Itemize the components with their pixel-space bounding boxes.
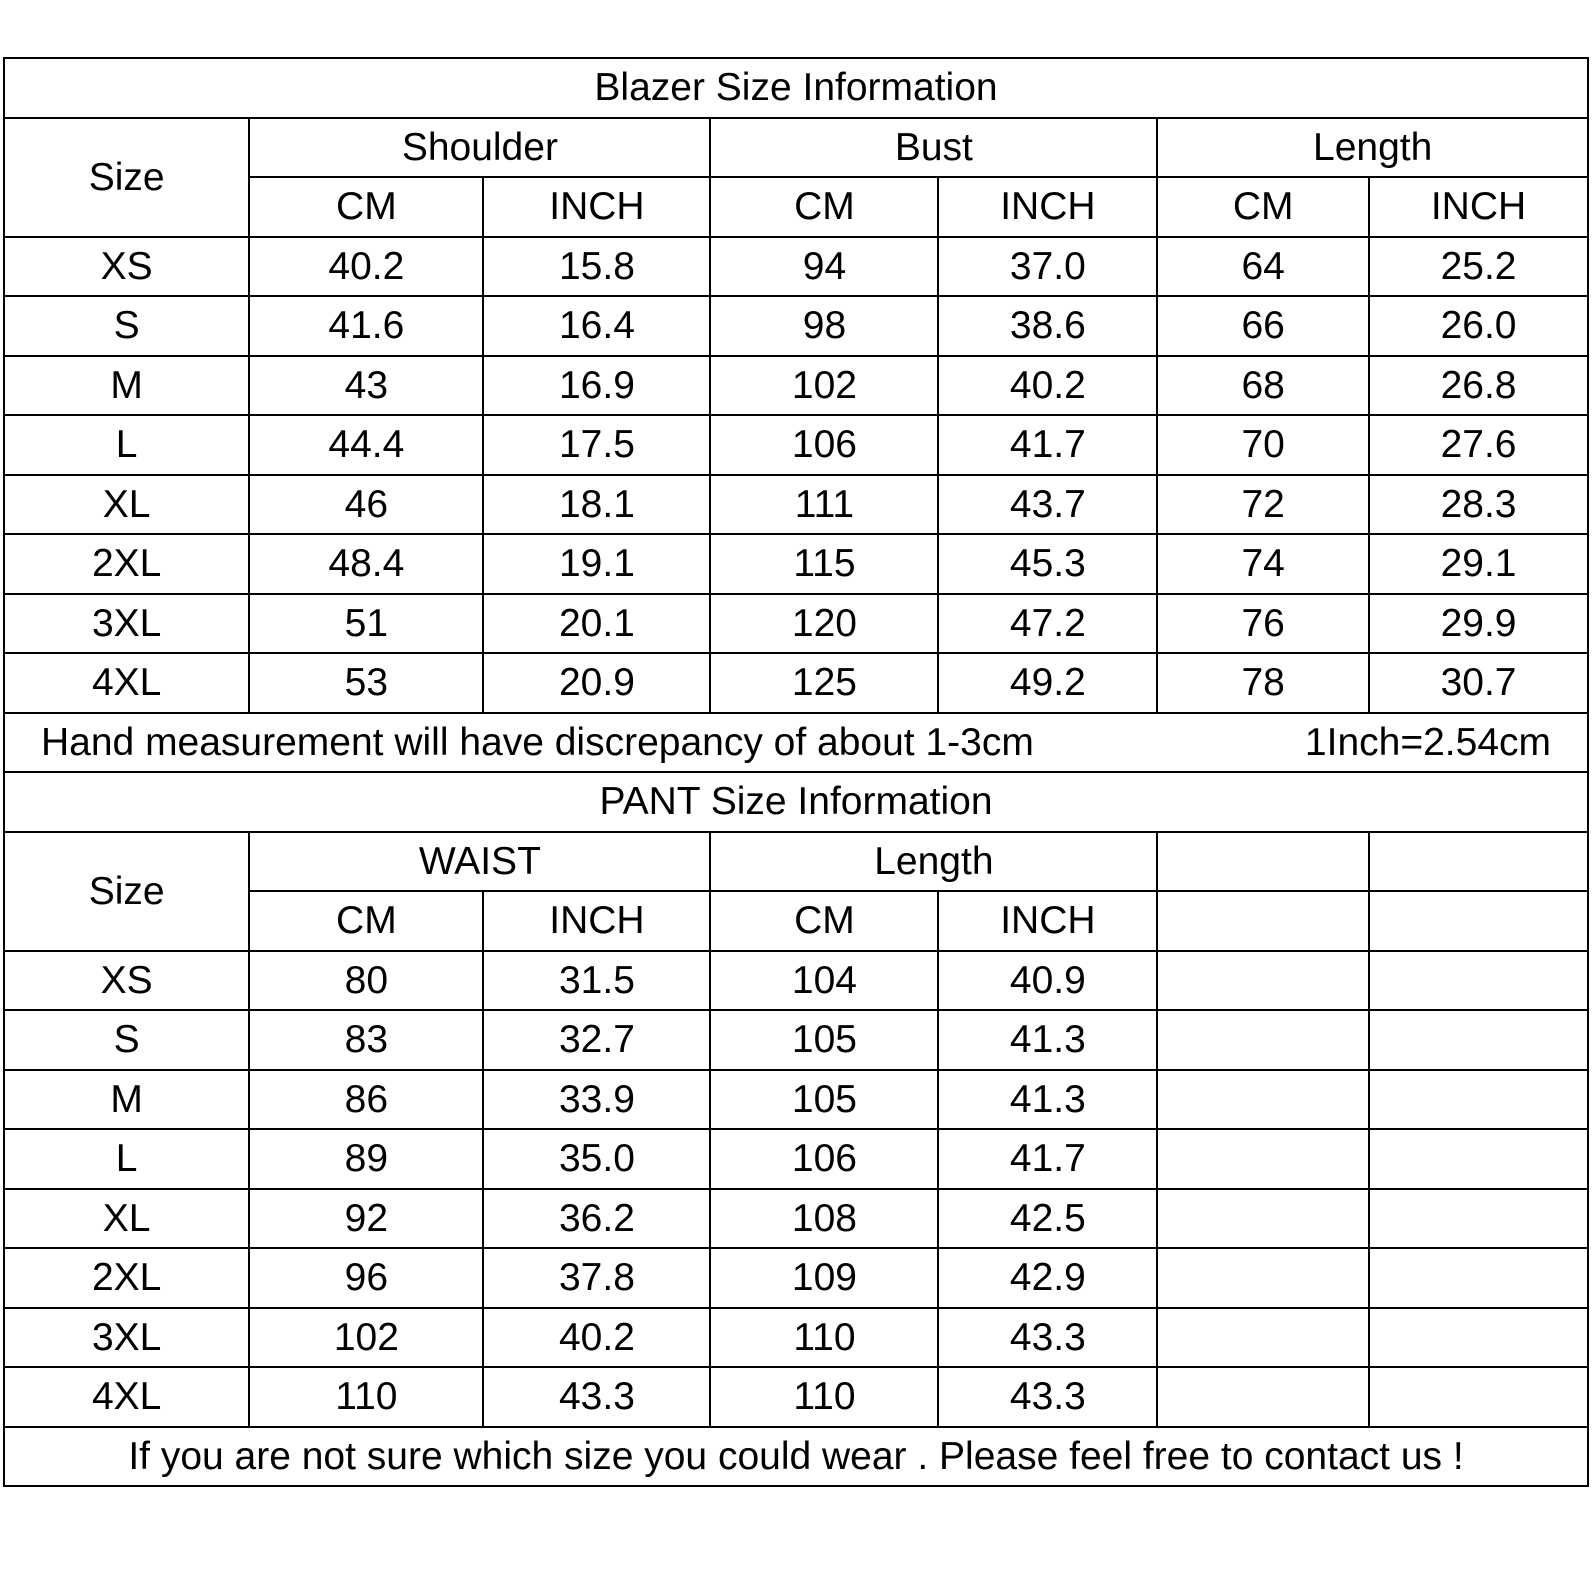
blazer-value-cell: 26.0 <box>1369 296 1588 356</box>
pant-table-row <box>4 1010 1588 1070</box>
blazer-value-cell: 16.4 <box>483 296 710 356</box>
blazer-value-cell: 111 <box>710 475 938 535</box>
pant-value-cell: 105 <box>710 1010 938 1070</box>
blazer-table-row <box>4 594 1588 654</box>
pant-table-row <box>4 1248 1588 1308</box>
size-chart-table <box>3 57 1589 1487</box>
blazer-title: Blazer Size Information <box>4 58 1588 118</box>
pant-value-cell: 42.5 <box>938 1189 1157 1249</box>
blazer-value-cell: 45.3 <box>938 534 1157 594</box>
pant-value-cell: 41.3 <box>938 1070 1157 1130</box>
blazer-value-cell: 43 <box>249 356 483 416</box>
pant-size-cell: M <box>4 1070 249 1130</box>
pant-size-cell: XS <box>4 951 249 1011</box>
pant-value-cell: 42.9 <box>938 1248 1157 1308</box>
pant-unit-header: CM <box>249 891 483 951</box>
blazer-value-cell: 17.5 <box>483 415 710 475</box>
blazer-value-cell: 53 <box>249 653 483 713</box>
blazer-value-cell: 102 <box>710 356 938 416</box>
blazer-value-cell: 49.2 <box>938 653 1157 713</box>
empty-cell <box>1157 1070 1369 1130</box>
blazer-value-cell: 70 <box>1157 415 1369 475</box>
blazer-size-cell: XS <box>4 237 249 297</box>
blazer-group-header: Shoulder <box>249 118 710 178</box>
blazer-value-cell: 20.9 <box>483 653 710 713</box>
blazer-value-cell: 37.0 <box>938 237 1157 297</box>
pant-table-row <box>4 1367 1588 1427</box>
blazer-value-cell: 29.9 <box>1369 594 1588 654</box>
blazer-value-cell: 16.9 <box>483 356 710 416</box>
blazer-value-cell: 15.8 <box>483 237 710 297</box>
pant-value-cell: 108 <box>710 1189 938 1249</box>
empty-cell <box>1369 1367 1588 1427</box>
blazer-value-cell: 41.6 <box>249 296 483 356</box>
pant-value-cell: 43.3 <box>938 1367 1157 1427</box>
pant-group-header: Length <box>710 832 1157 892</box>
empty-cell <box>1369 1189 1588 1249</box>
pant-value-cell: 96 <box>249 1248 483 1308</box>
pant-value-cell: 105 <box>710 1070 938 1130</box>
blazer-group-header: Bust <box>710 118 1157 178</box>
pant-value-cell: 89 <box>249 1129 483 1189</box>
pant-value-cell: 110 <box>249 1367 483 1427</box>
pant-table-row <box>4 1189 1588 1249</box>
blazer-table-row <box>4 475 1588 535</box>
blazer-table-row <box>4 534 1588 594</box>
empty-cell <box>1369 1010 1588 1070</box>
pant-value-cell: 110 <box>710 1367 938 1427</box>
blazer-table-row <box>4 237 1588 297</box>
empty-cell <box>1157 1367 1369 1427</box>
blazer-unit-header: CM <box>710 177 938 237</box>
pant-value-cell: 110 <box>710 1308 938 1368</box>
blazer-value-cell: 76 <box>1157 594 1369 654</box>
blazer-value-cell: 25.2 <box>1369 237 1588 297</box>
blazer-value-cell: 28.3 <box>1369 475 1588 535</box>
pant-table-row <box>4 951 1588 1011</box>
blazer-size-cell: M <box>4 356 249 416</box>
blazer-table-row <box>4 415 1588 475</box>
blazer-value-cell: 106 <box>710 415 938 475</box>
pant-size-cell: 3XL <box>4 1308 249 1368</box>
pant-value-cell: 41.7 <box>938 1129 1157 1189</box>
pant-value-cell: 80 <box>249 951 483 1011</box>
pant-value-cell: 43.3 <box>938 1308 1157 1368</box>
blazer-unit-header: INCH <box>483 177 710 237</box>
blazer-value-cell: 26.8 <box>1369 356 1588 416</box>
blazer-value-cell: 72 <box>1157 475 1369 535</box>
empty-cell <box>1157 891 1369 951</box>
pant-group-header: WAIST <box>249 832 710 892</box>
pant-value-cell: 104 <box>710 951 938 1011</box>
blazer-size-header: Size <box>4 118 249 237</box>
blazer-value-cell: 40.2 <box>938 356 1157 416</box>
contact-footer: If you are not sure which size you could wear . Please feel free to contact us ! <box>4 1427 1588 1487</box>
blazer-table-row <box>4 296 1588 356</box>
pant-value-cell: 43.3 <box>483 1367 710 1427</box>
blazer-value-cell: 120 <box>710 594 938 654</box>
blazer-value-cell: 44.4 <box>249 415 483 475</box>
pant-size-cell: XL <box>4 1189 249 1249</box>
empty-cell <box>1369 1129 1588 1189</box>
measurement-note-cell <box>4 713 1588 773</box>
pant-size-cell: L <box>4 1129 249 1189</box>
blazer-unit-header: INCH <box>1369 177 1588 237</box>
blazer-size-cell: 2XL <box>4 534 249 594</box>
blazer-note-row <box>4 713 1588 773</box>
empty-cell <box>1157 832 1369 892</box>
pant-table-row <box>4 1129 1588 1189</box>
pant-size-cell: 2XL <box>4 1248 249 1308</box>
blazer-value-cell: 20.1 <box>483 594 710 654</box>
pant-value-cell: 31.5 <box>483 951 710 1011</box>
blazer-value-cell: 19.1 <box>483 534 710 594</box>
empty-cell <box>1369 1070 1588 1130</box>
blazer-unit-header: INCH <box>938 177 1157 237</box>
pant-size-cell: 4XL <box>4 1367 249 1427</box>
blazer-value-cell: 68 <box>1157 356 1369 416</box>
pant-value-cell: 102 <box>249 1308 483 1368</box>
empty-cell <box>1369 951 1588 1011</box>
pant-value-cell: 41.3 <box>938 1010 1157 1070</box>
pant-unit-header: INCH <box>938 891 1157 951</box>
pant-title-row <box>4 772 1588 832</box>
blazer-size-cell: XL <box>4 475 249 535</box>
blazer-value-cell: 30.7 <box>1369 653 1588 713</box>
blazer-unit-header: CM <box>1157 177 1369 237</box>
blazer-size-cell: 3XL <box>4 594 249 654</box>
inch-conversion-note: 1Inch=2.54cm <box>1304 720 1551 764</box>
pant-size-cell: S <box>4 1010 249 1070</box>
blazer-value-cell: 29.1 <box>1369 534 1588 594</box>
blazer-value-cell: 43.7 <box>938 475 1157 535</box>
pant-value-cell: 83 <box>249 1010 483 1070</box>
pant-value-cell: 106 <box>710 1129 938 1189</box>
empty-cell <box>1157 1129 1369 1189</box>
blazer-value-cell: 51 <box>249 594 483 654</box>
pant-value-cell: 92 <box>249 1189 483 1249</box>
blazer-unit-header: CM <box>249 177 483 237</box>
blazer-value-cell: 125 <box>710 653 938 713</box>
empty-cell <box>1369 1308 1588 1368</box>
blazer-value-cell: 48.4 <box>249 534 483 594</box>
pant-value-cell: 109 <box>710 1248 938 1308</box>
empty-cell <box>1157 1308 1369 1368</box>
blazer-value-cell: 40.2 <box>249 237 483 297</box>
blazer-size-cell: L <box>4 415 249 475</box>
pant-table-row <box>4 1308 1588 1368</box>
empty-cell <box>1157 1010 1369 1070</box>
blazer-value-cell: 66 <box>1157 296 1369 356</box>
empty-cell <box>1369 891 1588 951</box>
pant-value-cell: 32.7 <box>483 1010 710 1070</box>
blazer-value-cell: 38.6 <box>938 296 1157 356</box>
blazer-value-cell: 18.1 <box>483 475 710 535</box>
blazer-title-row <box>4 58 1588 118</box>
empty-cell <box>1369 1248 1588 1308</box>
blazer-value-cell: 41.7 <box>938 415 1157 475</box>
blazer-value-cell: 46 <box>249 475 483 535</box>
blazer-size-cell: 4XL <box>4 653 249 713</box>
blazer-value-cell: 78 <box>1157 653 1369 713</box>
pant-title: PANT Size Information <box>4 772 1588 832</box>
pant-value-cell: 35.0 <box>483 1129 710 1189</box>
empty-cell <box>1157 951 1369 1011</box>
blazer-value-cell: 47.2 <box>938 594 1157 654</box>
blazer-value-cell: 98 <box>710 296 938 356</box>
blazer-value-cell: 64 <box>1157 237 1369 297</box>
pant-table-row <box>4 1070 1588 1130</box>
pant-value-cell: 37.8 <box>483 1248 710 1308</box>
pant-value-cell: 40.2 <box>483 1308 710 1368</box>
empty-cell <box>1157 1248 1369 1308</box>
pant-value-cell: 33.9 <box>483 1070 710 1130</box>
pant-unit-header: INCH <box>483 891 710 951</box>
blazer-value-cell: 115 <box>710 534 938 594</box>
pant-value-cell: 86 <box>249 1070 483 1130</box>
blazer-value-cell: 74 <box>1157 534 1369 594</box>
discrepancy-note: Hand measurement will have discrepancy of about 1-3cm <box>41 720 1034 764</box>
pant-size-header: Size <box>4 832 249 951</box>
pant-group-header-row <box>4 832 1588 892</box>
blazer-table-row <box>4 356 1588 416</box>
blazer-value-cell: 94 <box>710 237 938 297</box>
blazer-table-row <box>4 653 1588 713</box>
measurement-note <box>5 720 1587 764</box>
pant-value-cell: 40.9 <box>938 951 1157 1011</box>
blazer-size-cell: S <box>4 296 249 356</box>
footer-row <box>4 1427 1588 1487</box>
empty-cell <box>1369 832 1588 892</box>
empty-cell <box>1157 1189 1369 1249</box>
blazer-group-header: Length <box>1157 118 1588 178</box>
blazer-group-header-row <box>4 118 1588 178</box>
blazer-value-cell: 27.6 <box>1369 415 1588 475</box>
pant-unit-header: CM <box>710 891 938 951</box>
pant-value-cell: 36.2 <box>483 1189 710 1249</box>
